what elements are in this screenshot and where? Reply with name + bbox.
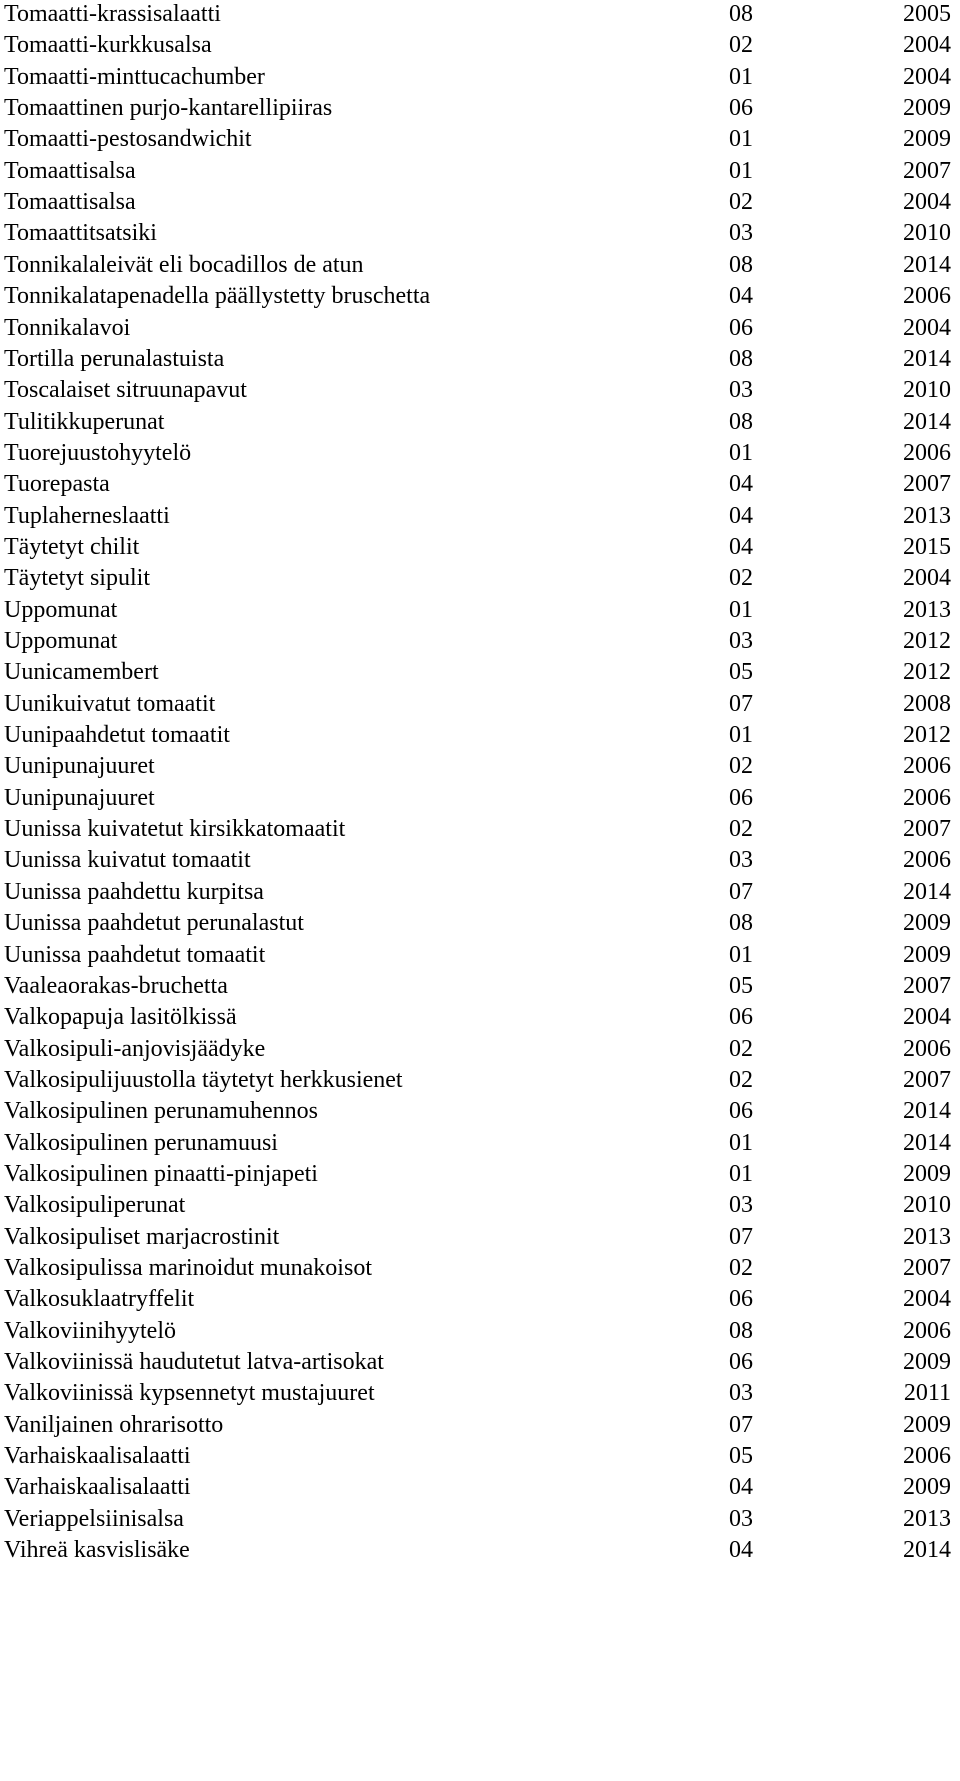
issue-year: 2010	[903, 377, 951, 404]
issue-month: 07	[729, 1223, 753, 1250]
issue-year: 2009	[903, 1160, 951, 1187]
issue-year: 2007	[903, 972, 951, 999]
recipe-name: Uunicamembert	[4, 659, 159, 686]
issue-month: 02	[729, 1255, 753, 1281]
recipe-name: Tonnikalavoi	[4, 314, 131, 341]
table-row	[0, 1188, 960, 1223]
issue-year: 2008	[903, 690, 951, 717]
table-row	[0, 28, 960, 63]
issue-year: 2005	[903, 1, 951, 27]
recipe-name: Valkosipulinen perunamuhennos	[4, 1098, 318, 1125]
table-row	[0, 1157, 960, 1192]
issue-year: 2006	[903, 283, 951, 310]
issue-year: 2007	[903, 471, 951, 498]
issue-year: 2013	[903, 596, 951, 623]
recipe-name: Valkosipuliset marjacrostinit	[4, 1223, 280, 1250]
issue-month: 06	[729, 95, 753, 122]
issue-year: 2006	[903, 1035, 951, 1062]
recipe-name: Valkosipuliperunat	[4, 1192, 186, 1219]
recipe-name: Täytetyt chilit	[4, 533, 140, 560]
recipe-name: Valkosipuli-anjovisjäädyke	[4, 1035, 266, 1062]
recipe-name: Veriappelsiinisalsa	[4, 1505, 184, 1532]
issue-year: 2004	[903, 189, 951, 216]
recipe-name: Vihreä kasvislisäke	[4, 1537, 190, 1564]
issue-month: 07	[729, 878, 753, 905]
table-row	[0, 530, 960, 565]
issue-month: 03	[729, 1505, 753, 1532]
table-row	[0, 1408, 960, 1443]
table-row	[0, 1063, 960, 1098]
table-row	[0, 122, 960, 157]
issue-month: 01	[729, 439, 753, 466]
table-row	[0, 216, 960, 251]
issue-month: 02	[729, 816, 753, 843]
table-row	[0, 1032, 960, 1067]
recipe-name: Tomaatti-kurkkusalsa	[4, 32, 212, 59]
recipe-name: Uunissa paahdetut tomaatit	[4, 941, 266, 968]
table-row	[0, 624, 960, 659]
table-row	[0, 843, 960, 878]
issue-month: 02	[729, 1066, 753, 1093]
issue-year: 2014	[903, 345, 951, 372]
recipe-name: Valkosipulinen perunamuusi	[4, 1129, 278, 1156]
recipe-name: Tonnikalaleivät eli bocadillos de atun	[4, 251, 364, 278]
issue-month: 04	[729, 502, 753, 529]
issue-year: 2013	[903, 1223, 951, 1250]
recipe-name: Uunissa paahdettu kurpitsa	[4, 878, 264, 905]
issue-year: 2014	[903, 1537, 951, 1564]
issue-year: 2006	[903, 784, 951, 811]
table-row	[0, 1000, 960, 1035]
issue-month: 05	[729, 972, 753, 999]
issue-year: 2006	[903, 1317, 951, 1344]
table-row	[0, 1533, 960, 1568]
issue-year: 2006	[903, 439, 951, 466]
recipe-name: Tuorejuustohyytelö	[4, 439, 192, 466]
recipe-name: Uunikuivatut tomaatit	[4, 690, 216, 717]
table-row	[0, 812, 960, 847]
issue-year: 2004	[903, 1286, 951, 1313]
issue-month: 04	[729, 283, 753, 310]
issue-year: 2011	[903, 1380, 951, 1407]
issue-year: 2012	[903, 659, 951, 686]
recipe-name: Vaaleaorakas-bruchetta	[4, 972, 228, 999]
recipe-name: Tulitikkuperunat	[4, 408, 165, 435]
recipe-name: Tortilla perunalastuista	[4, 345, 225, 372]
table-row	[0, 1376, 960, 1411]
table-row	[0, 655, 960, 690]
issue-year: 2004	[903, 32, 951, 59]
issue-month: 01	[729, 722, 753, 749]
issue-month: 03	[729, 847, 753, 874]
issue-year: 2014	[903, 1129, 951, 1156]
issue-year: 2009	[903, 1474, 951, 1501]
recipe-name: Tomaattitsatsiki	[4, 220, 157, 247]
issue-month: 04	[729, 471, 753, 498]
recipe-name: Uppomunat	[4, 596, 118, 623]
issue-year: 2007	[903, 157, 951, 184]
table-row	[0, 154, 960, 189]
issue-month: 02	[729, 565, 753, 592]
recipe-name: Tomaattisalsa	[4, 157, 136, 184]
issue-month: 01	[729, 63, 753, 90]
table-row	[0, 1470, 960, 1505]
table-row	[0, 1502, 960, 1537]
issue-year: 2012	[903, 722, 951, 749]
issue-month: 05	[729, 659, 753, 686]
issue-month: 06	[729, 1286, 753, 1313]
issue-month: 07	[729, 690, 753, 717]
issue-year: 2014	[903, 408, 951, 435]
issue-year: 2004	[903, 314, 951, 341]
issue-month: 02	[729, 189, 753, 216]
issue-month: 01	[729, 941, 753, 968]
issue-month: 05	[729, 1443, 753, 1470]
issue-month: 07	[729, 1411, 753, 1438]
recipe-name: Tuplaherneslaatti	[4, 502, 170, 529]
table-row	[0, 311, 960, 346]
issue-month: 06	[729, 314, 753, 341]
recipe-name: Valkoviinihyytelö	[4, 1317, 176, 1344]
table-row	[0, 1314, 960, 1349]
table-row	[0, 593, 960, 628]
recipe-name: Uunipunajuuret	[4, 753, 155, 780]
recipe-name: Toscalaiset sitruunapavut	[4, 377, 247, 404]
table-row	[0, 248, 960, 283]
issue-year: 2004	[903, 1004, 951, 1031]
table-row	[0, 467, 960, 502]
issue-month: 03	[729, 628, 753, 654]
issue-year: 2006	[903, 847, 951, 874]
issue-month: 01	[729, 1129, 753, 1156]
issue-month: 03	[729, 377, 753, 404]
recipe-name: Tomaatti-krassisalaatti	[4, 1, 221, 27]
issue-month: 08	[729, 345, 753, 372]
recipe-name: Uunissa kuivatut tomaatit	[4, 847, 251, 874]
issue-year: 2006	[903, 1443, 951, 1470]
table-row	[0, 718, 960, 753]
issue-year: 2004	[903, 565, 951, 592]
table-row	[0, 906, 960, 941]
issue-year: 2010	[903, 1192, 951, 1219]
issue-month: 06	[729, 1004, 753, 1031]
table-row	[0, 279, 960, 314]
issue-year: 2015	[903, 533, 951, 560]
table-row	[0, 781, 960, 816]
table-row	[0, 749, 960, 784]
issue-year: 2014	[903, 878, 951, 905]
recipe-name: Tuorepasta	[4, 471, 110, 498]
issue-year: 2009	[903, 1411, 951, 1438]
table-row	[0, 1282, 960, 1317]
recipe-name: Valkosipulinen pinaatti-pinjapeti	[4, 1160, 318, 1187]
issue-month: 04	[729, 1537, 753, 1564]
table-row	[0, 687, 960, 722]
table-row	[0, 436, 960, 471]
issue-month: 02	[729, 32, 753, 59]
table-row	[0, 499, 960, 534]
issue-year: 2009	[903, 126, 951, 153]
issue-month: 01	[729, 157, 753, 184]
table-row	[0, 561, 960, 596]
table-row	[0, 875, 960, 910]
table-row	[0, 1439, 960, 1474]
issue-month: 04	[729, 1474, 753, 1501]
issue-month: 08	[729, 408, 753, 435]
recipe-name: Vaniljainen ohrarisotto	[4, 1411, 224, 1438]
table-row	[0, 938, 960, 973]
recipe-name: Valkosipulissa marinoidut munakoisot	[4, 1255, 372, 1281]
issue-year: 2006	[903, 753, 951, 780]
issue-year: 2007	[903, 1255, 951, 1281]
table-row	[0, 969, 960, 1004]
recipe-name: Tomaattisalsa	[4, 189, 136, 216]
issue-month: 01	[729, 596, 753, 623]
issue-month: 03	[729, 1380, 753, 1407]
recipe-name: Valkosuklaatryffelit	[4, 1286, 195, 1313]
recipe-name: Uunipunajuuret	[4, 784, 155, 811]
table-row	[0, 1094, 960, 1129]
recipe-name: Uunissa kuivatetut kirsikkatomaatit	[4, 816, 346, 843]
issue-year: 2009	[903, 941, 951, 968]
issue-month: 06	[729, 1349, 753, 1376]
recipe-name: Täytetyt sipulit	[4, 565, 150, 592]
issue-year: 2009	[903, 95, 951, 122]
issue-month: 06	[729, 784, 753, 811]
table-row	[0, 1220, 960, 1255]
issue-year: 2004	[903, 63, 951, 90]
issue-month: 08	[729, 1317, 753, 1344]
issue-month: 01	[729, 126, 753, 153]
recipe-name: Tonnikalatapenadella päällystetty bruschetta	[4, 283, 431, 310]
table-row	[0, 185, 960, 220]
table-row	[0, 405, 960, 440]
issue-year: 2007	[903, 1066, 951, 1093]
recipe-name: Valkosipulijuustolla täytetyt herkkusienet	[4, 1066, 403, 1093]
issue-month: 04	[729, 533, 753, 560]
issue-year: 2013	[903, 502, 951, 529]
issue-year: 2014	[903, 1098, 951, 1125]
issue-year: 2014	[903, 251, 951, 278]
table-row	[0, 1345, 960, 1380]
issue-month: 06	[729, 1098, 753, 1125]
issue-year: 2010	[903, 220, 951, 247]
recipe-name: Tomaattinen purjo-kantarellipiiras	[4, 95, 333, 122]
issue-year: 2009	[903, 1349, 951, 1376]
issue-month: 01	[729, 1160, 753, 1187]
issue-month: 03	[729, 220, 753, 247]
issue-month: 08	[729, 251, 753, 278]
issue-month: 02	[729, 1035, 753, 1062]
recipe-name: Uunissa paahdetut perunalastut	[4, 910, 304, 937]
recipe-name: Tomaatti-pestosandwichit	[4, 126, 252, 153]
issue-month: 03	[729, 1192, 753, 1219]
recipe-name: Uppomunat	[4, 628, 118, 654]
recipe-name: Valkopapuja lasitölkissä	[4, 1004, 237, 1031]
recipe-name: Varhaiskaalisalaatti	[4, 1474, 191, 1501]
table-row	[0, 342, 960, 377]
table-row	[0, 373, 960, 408]
issue-year: 2013	[903, 1505, 951, 1532]
table-row	[0, 1126, 960, 1161]
issue-year: 2012	[903, 628, 951, 654]
table-row	[0, 91, 960, 126]
table-row	[0, 60, 960, 95]
issue-month: 08	[729, 1, 753, 27]
recipe-name: Uunipaahdetut tomaatit	[4, 722, 230, 749]
recipe-name: Varhaiskaalisalaatti	[4, 1443, 191, 1470]
issue-month: 08	[729, 910, 753, 937]
issue-month: 02	[729, 753, 753, 780]
recipe-name: Valkoviinissä kypsennetyt mustajuuret	[4, 1380, 375, 1407]
issue-year: 2007	[903, 816, 951, 843]
issue-year: 2009	[903, 910, 951, 937]
recipe-name: Tomaatti-minttucachumber	[4, 63, 265, 90]
recipe-name: Valkoviinissä haudutetut latva-artisokat	[4, 1349, 384, 1376]
table-row	[0, 1251, 960, 1286]
